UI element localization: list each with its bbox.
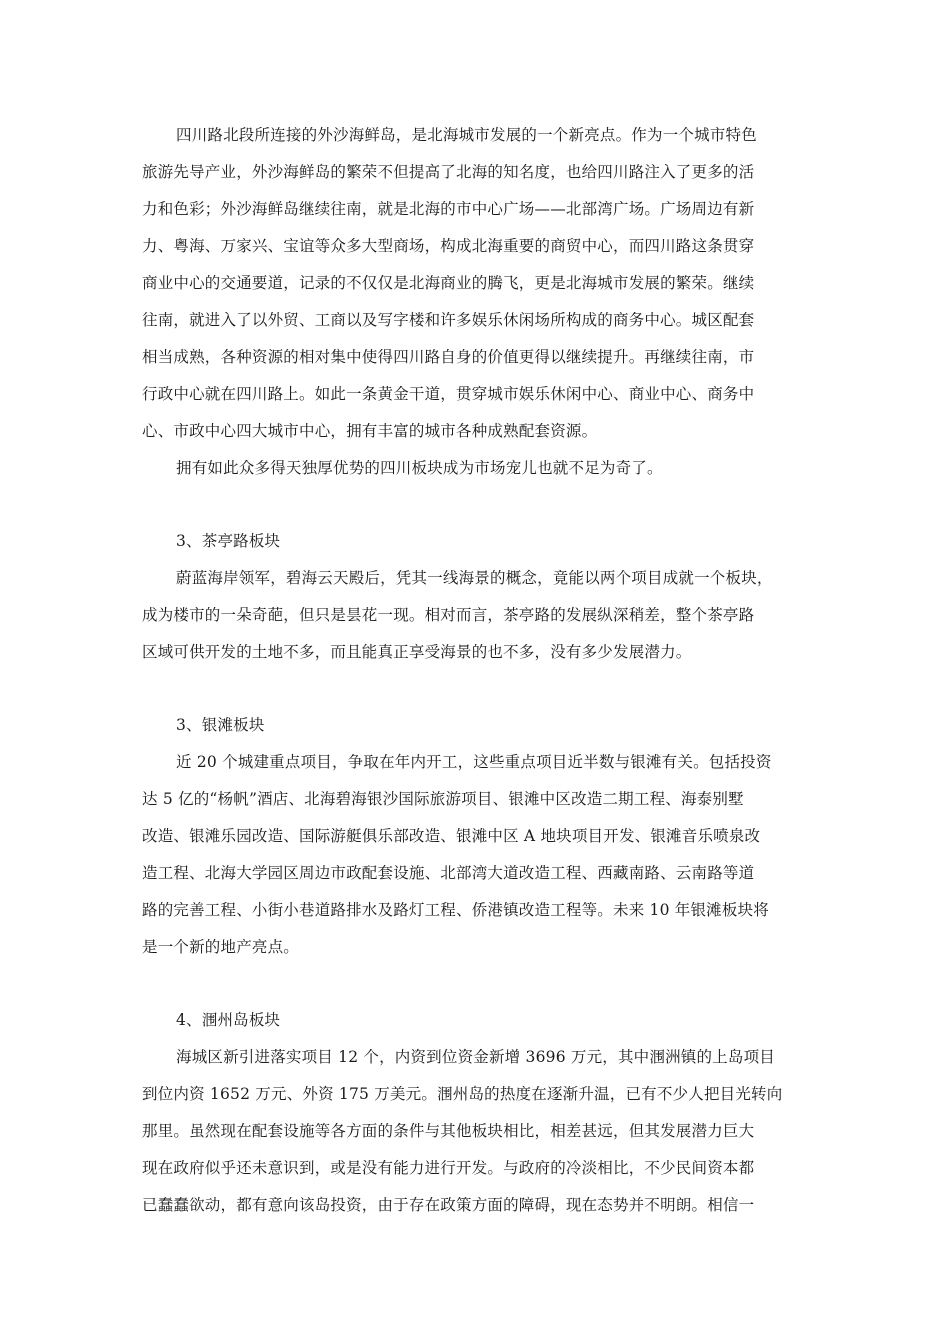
paragraph-line: 海城区新引进落实项目 12 个，内资到位资金新增 3696 万元，其中涠洲镇的上岛项目 [176, 1048, 775, 1066]
paragraph-line: 区域可供开发的土地不多，而且能真正享受海景的也不多，没有多少发展潜力。 [142, 643, 692, 661]
paragraph-line: 商业中心的交通要道，记录的不仅仅是北海商业的腾飞，更是北海城市发展的繁荣。继续 [142, 274, 755, 292]
paragraph-line: 四川路北段所连接的外沙海鲜岛，是北海城市发展的一个新亮点。作为一个城市特色 [176, 126, 757, 144]
paragraph-line: 往南，就进入了以外贸、工商以及写字楼和许多娱乐休闲场所构成的商务中心。城区配套 [142, 311, 755, 329]
paragraph-line: 蔚蓝海岸领军，碧海云天殿后，凭其一线海景的概念，竟能以两个项目成就一个板块， [176, 569, 773, 587]
paragraph-line: 相当成熟，各种资源的相对集中使得四川路自身的价值更得以继续提升。再继续往南，市 [142, 348, 755, 366]
paragraph-line: 造工程、北海大学园区周边市政配套设施、北部湾大道改造工程、西藏南路、云南路等道 [142, 864, 755, 882]
paragraph-line: 已蠢蠢欲动，都有意向该岛投资，由于存在政策方面的障碍，现在态势并不明朗。相信一 [142, 1196, 755, 1214]
paragraph-line: 是一个新的地产亮点。 [142, 938, 300, 956]
paragraph-closing: 拥有如此众多得天独厚优势的四川板块成为市场宠儿也就不足为奇了。 [176, 459, 663, 477]
section-heading: 3、银滩板块 [176, 716, 265, 734]
paragraph-line: 那里。虽然现在配套设施等各方面的条件与其他板块相比，相差甚远，但其发展潜力巨大 [142, 1122, 755, 1140]
paragraph-line: 路的完善工程、小街小巷道路排水及路灯工程、侨港镇改造工程等。未来 10 年银滩板块将 [142, 901, 769, 919]
paragraph-line: 行政中心就在四川路上。如此一条黄金干道，贯穿城市娱乐休闲中心、商业中心、商务中 [142, 385, 755, 403]
paragraph-line: 近 20 个城建重点项目，争取在年内开工，这些重点项目近半数与银滩有关。包括投资 [176, 753, 772, 771]
paragraph-line: 改造、银滩乐园改造、国际游艇俱乐部改造、银滩中区 A 地块项目开发、银滩音乐喷泉改 [142, 827, 761, 845]
paragraph-line: 成为楼市的一朵奇葩，但只是昙花一现。相对而言，茶亭路的发展纵深稍差，整个茶亭路 [142, 606, 755, 624]
paragraph-line: 力、粤海、万家兴、宝谊等众多大型商场，构成北海重要的商贸中心，而四川路这条贯穿 [142, 237, 755, 255]
paragraph-line: 旅游先导产业，外沙海鲜岛的繁荣不但提高了北海的知名度，也给四川路注入了更多的活 [142, 163, 755, 181]
paragraph-line: 心、市政中心四大城市中心，拥有丰富的城市各种成熟配套资源。 [142, 422, 598, 440]
section-heading: 4、涠州岛板块 [176, 1011, 281, 1029]
paragraph-line: 力和色彩；外沙海鲜岛继续往南，就是北海的市中心广场——北部湾广场。广场周边有新 [142, 200, 755, 218]
paragraph-line: 达 5 亿的“杨帆”酒店、北海碧海银沙国际旅游项目、银滩中区改造二期工程、海泰别墅 [142, 790, 744, 808]
paragraph-line: 到位内资 1652 万元、外资 175 万美元。涠州岛的热度在逐渐升温，已有不少人把目光转向 [142, 1085, 783, 1103]
section-heading: 3、茶亭路板块 [176, 532, 281, 550]
paragraph-line: 现在政府似乎还未意识到，或是没有能力进行开发。与政府的冷淡相比，不少民间资本都 [142, 1159, 755, 1177]
